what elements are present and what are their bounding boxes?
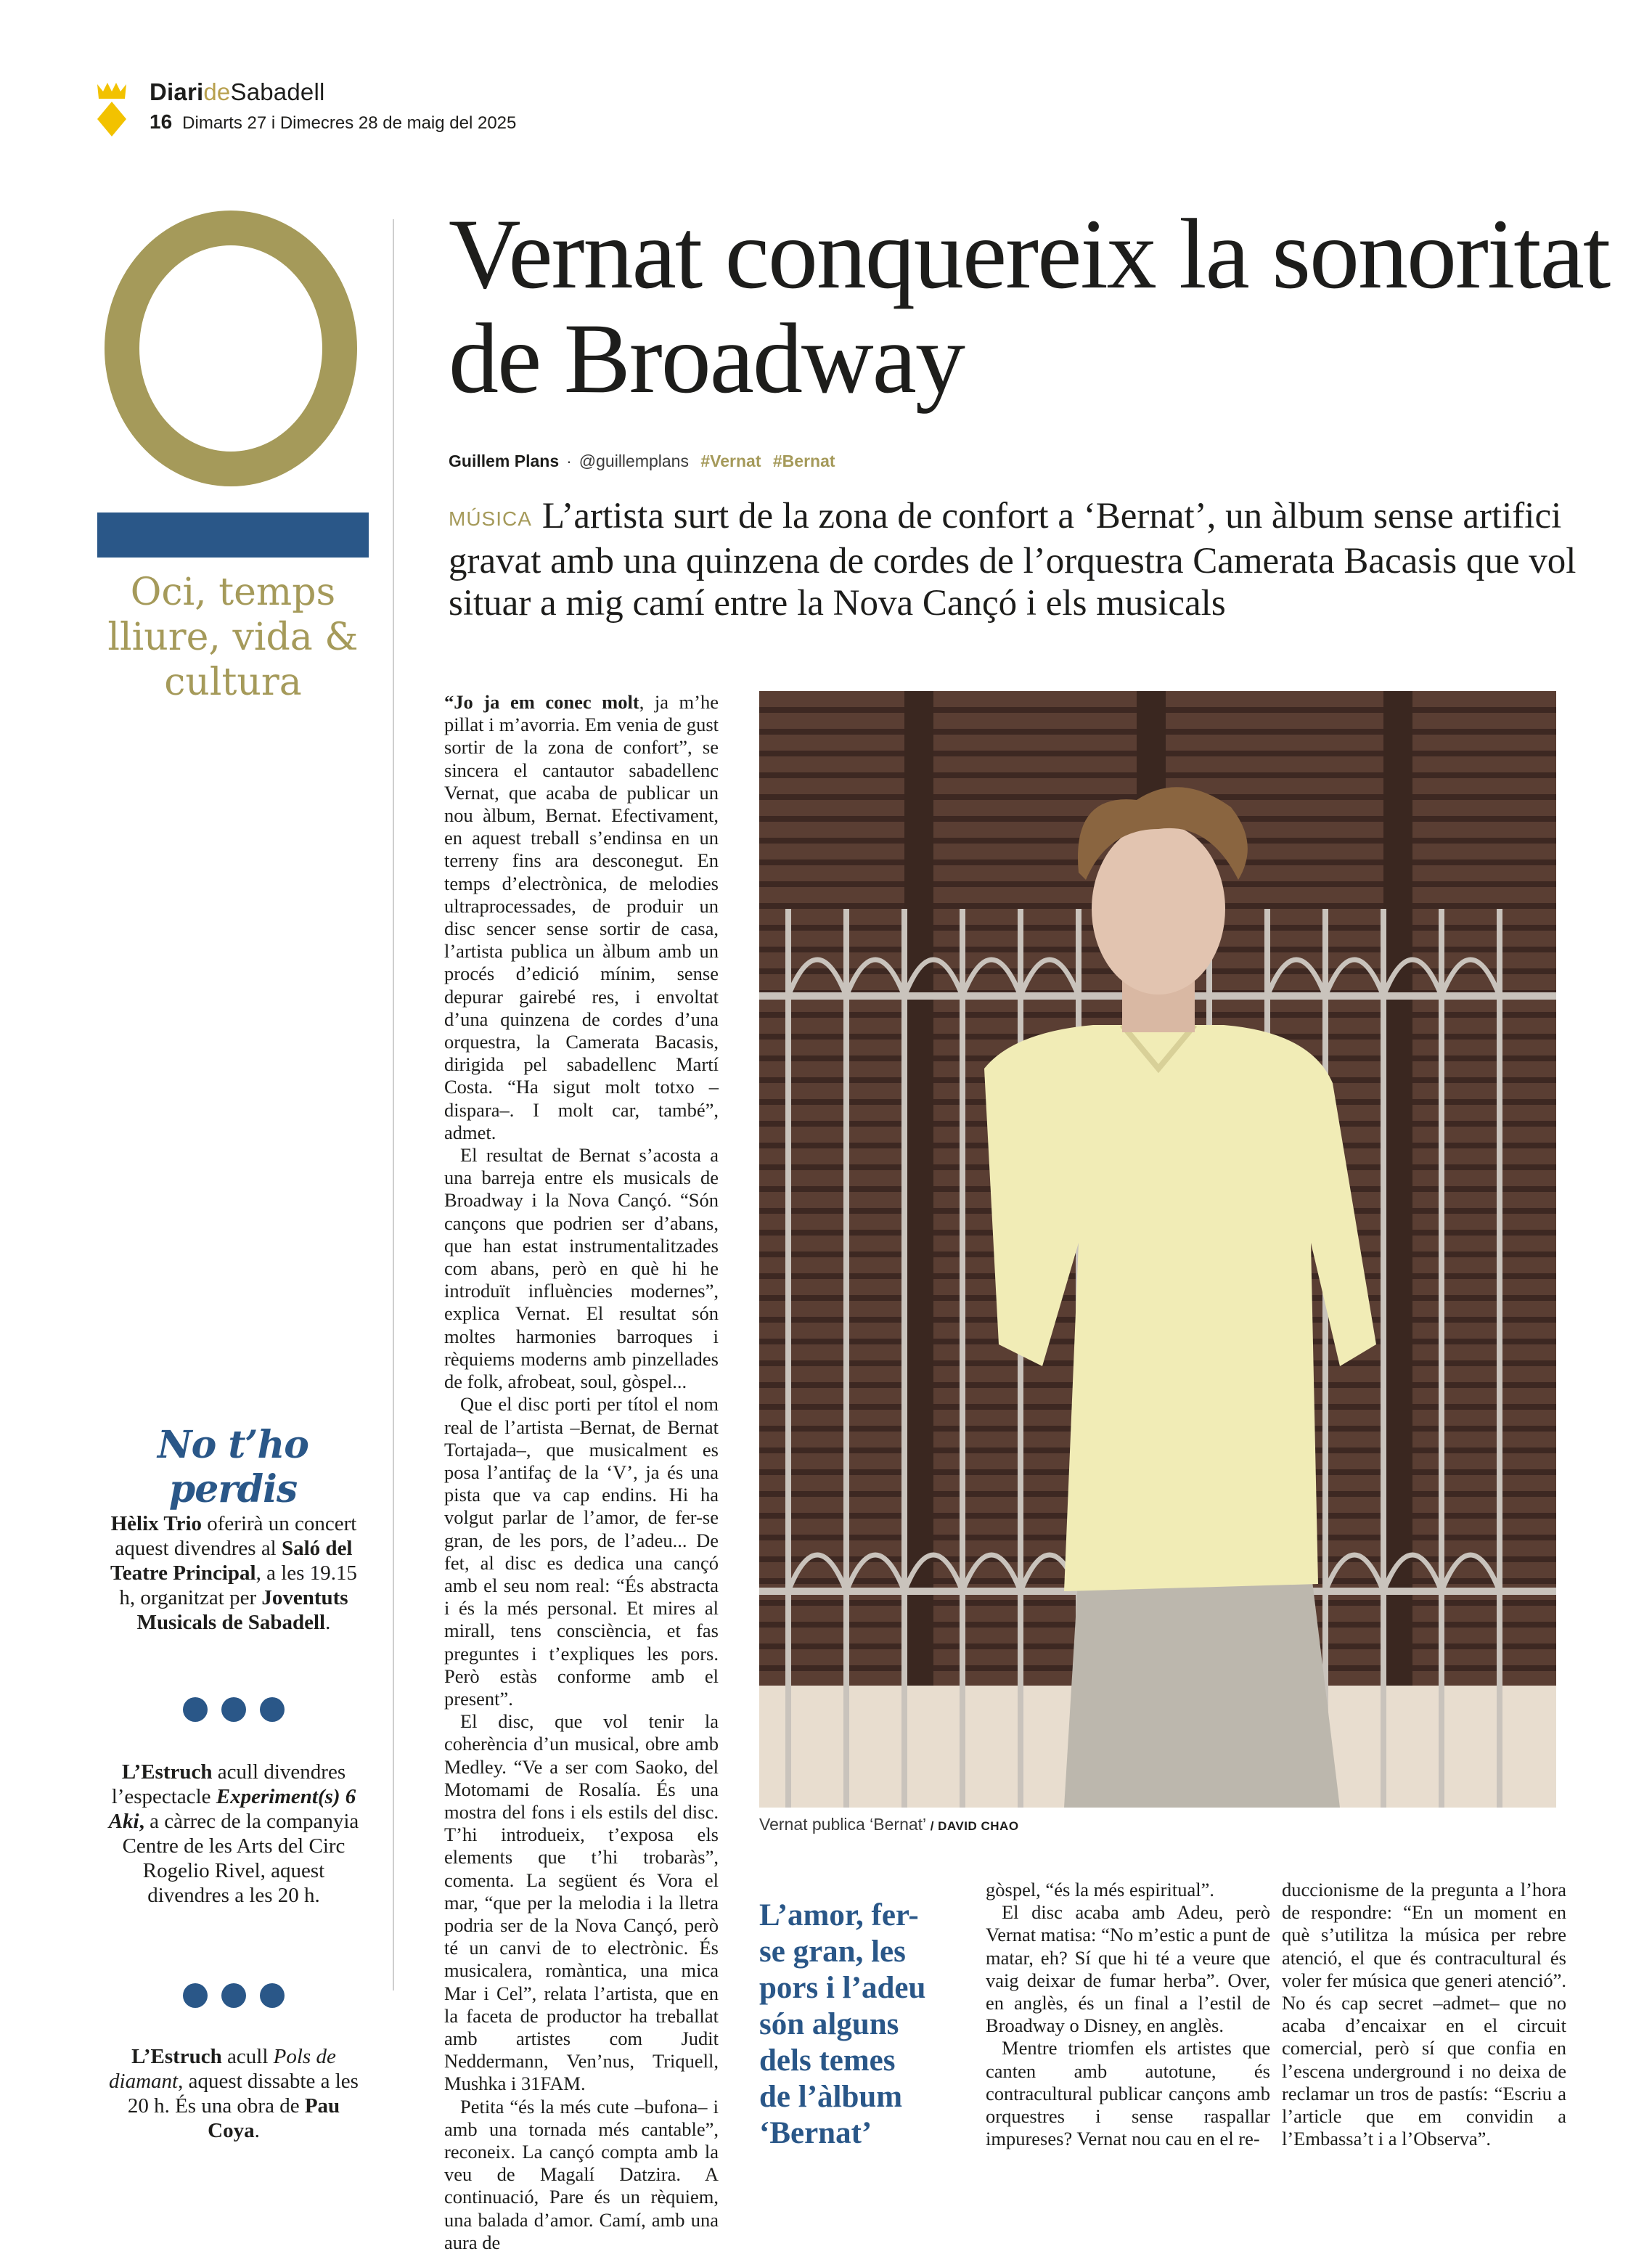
- brand-city: Sabadell: [230, 78, 325, 105]
- article-body-column-2: [986, 1879, 1270, 2150]
- page-number: 16: [150, 110, 173, 133]
- sidebar-item-pols-de-diamant[interactable]: L’Estruch acull Pols de diamant, aquest dissabte a les 20 h. És una obra de Pau Coya.: [109, 2045, 359, 2142]
- tag-bernat[interactable]: #Bernat: [772, 452, 835, 470]
- section-kicker: MÚSICA: [449, 507, 532, 530]
- section-initial-o: [96, 211, 372, 486]
- caption-text: Vernat publica ‘Bernat’: [759, 1815, 926, 1834]
- body-paragraph: duccionisme de la pregunta a l’hora de respondre: “En un moment en què s’utilitza la música per rebre atenció, el que és contracultural és voler fer música que generi atenció”. No és cap secret –admet– que no acaba d’encaixar en el circuit comercial, però sí que confia en l’escena underground i no deixa de reclamar un tros de pastís: “Escriu a l’article que em convidin a l’Embassa’t i a l’Observa”.: [1282, 1879, 1566, 2150]
- photo-credit: / DAVID CHAO: [930, 1819, 1019, 1833]
- separator-dots: [183, 1697, 285, 1723]
- sidebar-title: No t’ho perdis: [158, 1423, 308, 1511]
- body-paragraph: Que el disc porti per títol el nom real de l’artista –Bernat, de Bernat Tortajada–, que musicalment es posa l’antifaç de la ‘V’, ja és una pista que va cap endins. Hi ha volgut parlar de l’amor, de fer-se gran, de les pors, de l’adeu... De fet, al disc es dedica una cançó amb el seu nom real: “És abstracta i és la més personal. Et mires al mirall, tens consciència, et fas preguntes i t’expliques les pors. Però estàs conforme amb el present”.: [444, 1393, 719, 1710]
- lead-in: “Jo ja em conec molt: [444, 691, 639, 713]
- body-paragraph: El disc, que vol tenir la coherència d’un musical, obre amb Medley. “Ve a ser com Saoko, del Motomami de Rosalía. És una mostra del fons i els estils del disc. T’hi introdueix, t’exposa els elements que t’hi trobaràs”, comenta. La següent és Vora el mar, “que per la melodia i la lletra podria ser de la Nova Cançó, però té un canvi de to electrònic. És musicalera, romàntica, una mica Mar i Cel”, relata l’artista, que en la faceta de productor ha treballat amb artistes com Judit Neddermann, Ven’nus, Triquell, Mushka i 31FAM.: [444, 1710, 719, 2095]
- author-name[interactable]: Guillem Plans: [449, 452, 560, 470]
- article-subhead: [449, 495, 1581, 624]
- crown-logo-icon: [96, 81, 128, 136]
- body-paragraph: El resultat de Bernat s’acosta a una barreja entre els musicals de Broadway i la Nova Cançó. “Són cançons que podrien ser d’abans, que han estat instrumentalitzades com abans, però en què hi he introduït influències modernes”, explica Vernat. El resultat són moltes harmonies barroques i rèquiems moderns amb pinzellades de folk, afrobeat, soul, gòspel...: [444, 1144, 719, 1393]
- byline: Guillem Plans · @guillemplans #Vernat #Bernat: [449, 452, 835, 470]
- brand-de: de: [203, 78, 231, 105]
- article-photo[interactable]: [759, 691, 1556, 1808]
- brand-name[interactable]: [150, 78, 325, 106]
- section-color-bar: [97, 513, 369, 558]
- body-paragraph: Mentre triomfen els artistes que canten amb autotune, és contracultural publicar cançons amb orquestres i sense raspallar impureses? Vernat nou cau en el re-: [986, 2037, 1270, 2150]
- photo-caption: [759, 1815, 1019, 1834]
- subhead-text: L’artista surt de la zona de confort a ‘Bernat’, un àlbum sense artifici gravat amb una quinzena de cordes de l’orquestra Camerata Bacasis que vol situar a mig camí entre la Nova Cançó i els musicals: [449, 496, 1577, 624]
- page-info: [150, 110, 516, 134]
- sidebar-item-experiments[interactable]: L’Estruch acull divendres l’espectacle Experiment(s) 6 Aki, a càrrec de la companyia Centre de les Arts del Circ Rogelio Rivel, aquest divendres a les 20 h.: [108, 1760, 359, 1907]
- section-name: Oci, temps lliure, vida & cultura: [107, 571, 359, 704]
- separator-dots: [183, 1983, 285, 2009]
- pull-quote: L’amor, fer-se gran, les pors i l’adeu són alguns dels temes de l’àlbum ‘Bernat’: [759, 1898, 926, 2150]
- tag-vernat[interactable]: #Vernat: [700, 452, 761, 470]
- photo-vernat-illustration: [759, 691, 1556, 1808]
- issue-date: Dimarts 27 i Dimecres 28 de maig del 2025: [182, 113, 517, 133]
- article-headline: Vernat conquereix la sonoritat de Broadway: [449, 198, 1610, 414]
- sidebar-item-helix-trio[interactable]: Hèlix Trio oferirà un concert aquest divendres al Saló del Teatre Principal, a les 19.15 h, organitzat per Joventuts Musicals de Sabadell.: [110, 1512, 357, 1634]
- body-paragraph: “Jo ja em conec molt, ja m’he pillat i m’avorria. Em venia de gust sortir de la zona de confort”, se sincera el cantautor sabadellenc Vernat, que acaba de publicar un nou àlbum, Bernat. Efectivament, en aquest treball s’endinsa en un terreny fins ara desconegut. En temps d’electrònica, de melodies ultraprocessades, de produir un disc sencer sense sortir de casa, l’artista publica un àlbum amb un procés d’edició mínim, sense depurar gairebé res, i envoltat d’una quinzena de cordes d’una orquestra, la Camerata Bacasis, dirigida pel sabadellenc Martí Costa. “Ha sigut molt totxo –dispara–. I molt car, també”, admet.: [444, 691, 719, 1143]
- body-paragraph: El disc acaba amb Adeu, però Vernat matisa: “No m’estic a punt de matar, eh? Sí que hi té a veure que vaig deixar de fumar herba”. Over, en anglès, és un final a l’estil de Broadway o Disney, en anglès.: [986, 1901, 1270, 2037]
- author-handle[interactable]: @guillemplans: [578, 452, 689, 470]
- body-paragraph: Petita “és la més cute –bufona– i amb una tornada més cantable”, reconeix. La cançó compta amb la veu de Magalí Datzira. A continuació, Pare és un rèquiem, una balada d’amor. Camí, amb una aura de: [444, 2095, 719, 2253]
- brand-diari: Diari: [150, 78, 204, 105]
- column-divider: [393, 219, 394, 1990]
- article-body-column-1: [444, 691, 719, 2254]
- article-body-column-3: [1282, 1879, 1566, 2150]
- body-paragraph: gòspel, “és la més espiritual”.: [986, 1879, 1214, 1900]
